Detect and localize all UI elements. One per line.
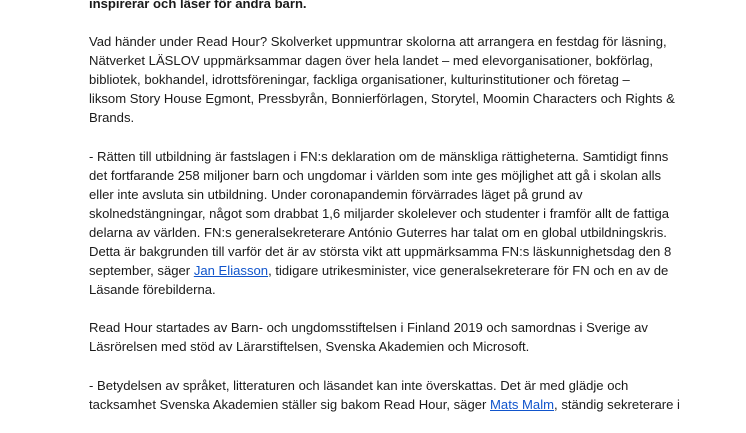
text-segment: , ständig sekreterare i <box>554 396 680 412</box>
text-line: delarna av världen. FN:s generalsekreterare António Guterres har talat om en global utbildningskris. <box>89 224 667 240</box>
document-page <box>89 0 680 433</box>
paragraph-intro-tail <box>89 0 669 13</box>
text-line: inspirerar och läser för andra barn. <box>89 0 307 11</box>
text-line: Läsande förebilderna. <box>89 282 216 298</box>
text-segment: tacksamhet Svenska Akademien ställer sig bakom Read Hour, säger <box>89 396 491 412</box>
paragraph-read-hour-origin <box>89 318 669 356</box>
paragraph-eliasson-quote <box>89 147 672 300</box>
paragraph-read-hour-events <box>89 32 675 127</box>
text-segment: , tidigare utrikesminister, vice generalsekreterare för FN och en av de <box>268 263 669 279</box>
jan-eliasson-link[interactable]: Jan Eliasson <box>193 263 269 279</box>
mats-malm-link[interactable]: Mats Malm <box>490 396 555 412</box>
text-line: Vad händer under Read Hour? Skolverket uppmuntrar skolorna att arrangera en festdag för läsning, <box>89 34 667 50</box>
text-line: liksom Story House Egmont, Pressbyrån, Bonnierförlagen, Storytel, Moomin Characters och Rights & <box>89 91 675 107</box>
text-line: - Betydelsen av språket, litteraturen och läsandet kan inte överskattas. Det är med glädje och <box>89 377 629 393</box>
text-line-with-link <box>89 395 680 414</box>
text-line: Nätverket LÄSLOV uppmärksammar dagen över hela landet – med elevorganisationer, bokförlag, <box>89 53 654 69</box>
text-line: Read Hour startades av Barn- och ungdomsstiftelsen i Finland 2019 och samordnas i Sverige av <box>89 320 648 336</box>
text-line: Brands. <box>89 110 135 126</box>
text-line: skolnedstängningar, något som drabbat 1,6 miljarder skolelever och studenter i framför allt de fattiga <box>89 205 670 221</box>
text-line: Detta är bakgrunden till varför det är av största vikt att uppmärksamma FN:s läskunnighetsdag den 8 <box>89 244 672 260</box>
text-line: - Rätten till utbildning är fastslagen i FN:s deklaration om de mänskliga rättigheterna. Samtidigt finns <box>89 148 669 164</box>
text-line-with-link <box>89 261 669 280</box>
text-segment: september, säger <box>89 263 194 279</box>
text-line: Läsrörelsen med stöd av Lärarstiftelsen, Svenska Akademien och Microsoft. <box>89 339 530 355</box>
text-line: bibliotek, bokhandel, idrottsföreningar, fackliga organisationer, kulturinstitutioner och företag – <box>89 72 630 88</box>
paragraph-malm-quote <box>89 376 680 414</box>
text-line: det fortfarande 258 miljoner barn och ungdomar i världen som inte ges möjlighet att gå i skolan alls <box>89 167 662 183</box>
text-line: eller inte avsluta sin utbildning. Under coronapandemin förvärrades läget på grund av <box>89 186 583 202</box>
